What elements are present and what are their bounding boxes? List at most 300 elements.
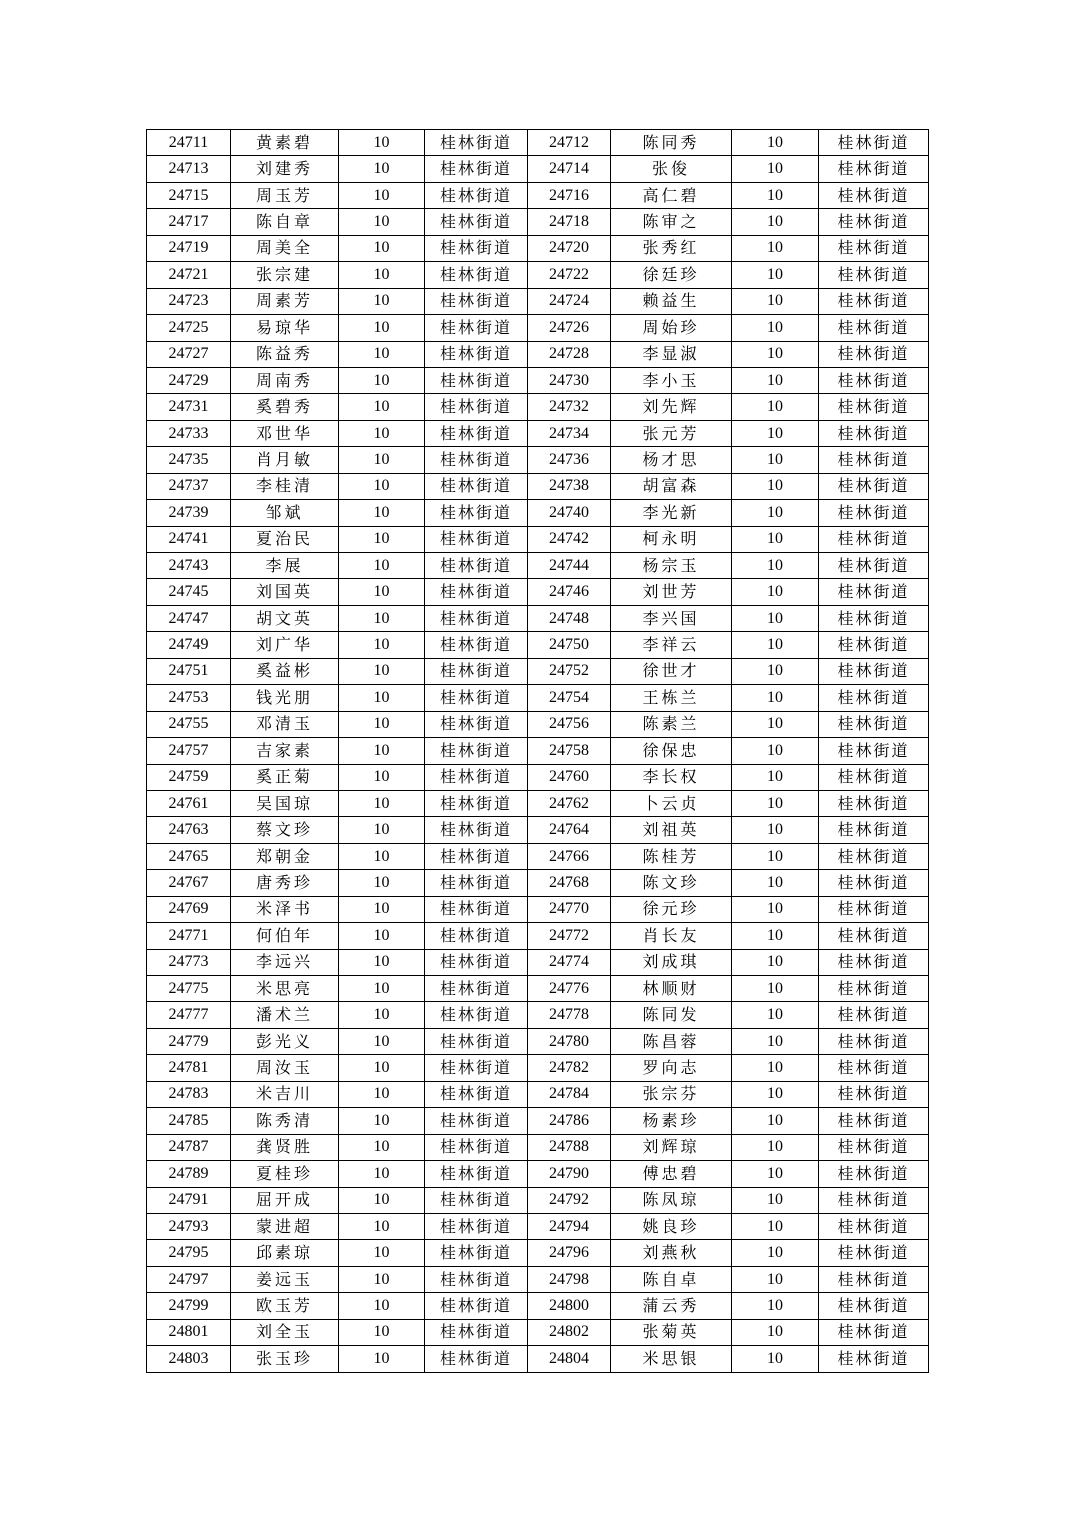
street-cell: 桂林街道 <box>425 341 528 367</box>
amount-cell: 10 <box>732 156 819 182</box>
street-cell: 桂林街道 <box>819 685 929 711</box>
street-cell: 桂林街道 <box>819 1055 929 1081</box>
street-cell: 桂林街道 <box>819 1346 929 1372</box>
name-cell: 胡文英 <box>231 605 339 631</box>
table-row <box>147 605 929 631</box>
street-cell: 桂林街道 <box>425 394 528 420</box>
serial-number-cell: 24793 <box>147 1213 231 1239</box>
serial-number-cell: 24799 <box>147 1293 231 1319</box>
table-row <box>147 1187 929 1213</box>
amount-cell: 10 <box>339 711 425 737</box>
serial-number-cell: 24779 <box>147 1028 231 1054</box>
street-cell: 桂林街道 <box>425 1187 528 1213</box>
name-cell: 蒙进超 <box>231 1213 339 1239</box>
street-cell: 桂林街道 <box>819 790 929 816</box>
amount-cell: 10 <box>732 1055 819 1081</box>
name-cell: 周南秀 <box>231 367 339 393</box>
serial-number-cell: 24713 <box>147 156 231 182</box>
amount-cell: 10 <box>732 738 819 764</box>
serial-number-cell: 24776 <box>528 976 611 1002</box>
serial-number-cell: 24744 <box>528 553 611 579</box>
street-cell: 桂林街道 <box>425 182 528 208</box>
table-row <box>147 896 929 922</box>
street-cell: 桂林街道 <box>819 500 929 526</box>
street-cell: 桂林街道 <box>425 1346 528 1372</box>
amount-cell: 10 <box>339 1213 425 1239</box>
street-cell: 桂林街道 <box>819 870 929 896</box>
street-cell: 桂林街道 <box>425 288 528 314</box>
name-cell: 高仁碧 <box>611 182 732 208</box>
name-cell: 张秀红 <box>611 235 732 261</box>
street-cell: 桂林街道 <box>425 1108 528 1134</box>
serial-number-cell: 24739 <box>147 500 231 526</box>
street-cell: 桂林街道 <box>819 235 929 261</box>
table-row <box>147 764 929 790</box>
amount-cell: 10 <box>339 394 425 420</box>
amount-cell: 10 <box>339 1187 425 1213</box>
serial-number-cell: 24770 <box>528 896 611 922</box>
serial-number-cell: 24761 <box>147 790 231 816</box>
amount-cell: 10 <box>732 341 819 367</box>
name-cell: 奚碧秀 <box>231 394 339 420</box>
table-row <box>147 1346 929 1372</box>
serial-number-cell: 24718 <box>528 209 611 235</box>
serial-number-cell: 24717 <box>147 209 231 235</box>
street-cell: 桂林街道 <box>425 738 528 764</box>
name-cell: 刘全玉 <box>231 1319 339 1345</box>
street-cell: 桂林街道 <box>425 209 528 235</box>
table-row <box>147 209 929 235</box>
street-cell: 桂林街道 <box>819 420 929 446</box>
name-cell: 屈开成 <box>231 1187 339 1213</box>
serial-number-cell: 24785 <box>147 1108 231 1134</box>
name-cell: 柯永明 <box>611 526 732 552</box>
street-cell: 桂林街道 <box>425 500 528 526</box>
name-cell: 夏桂珍 <box>231 1161 339 1187</box>
amount-cell: 10 <box>732 288 819 314</box>
street-cell: 桂林街道 <box>425 1213 528 1239</box>
street-cell: 桂林街道 <box>425 1028 528 1054</box>
amount-cell: 10 <box>339 949 425 975</box>
name-cell: 陈素兰 <box>611 711 732 737</box>
amount-cell: 10 <box>339 658 425 684</box>
amount-cell: 10 <box>732 817 819 843</box>
name-cell: 陈同秀 <box>611 130 732 156</box>
street-cell: 桂林街道 <box>819 923 929 949</box>
serial-number-cell: 24766 <box>528 843 611 869</box>
serial-number-cell: 24778 <box>528 1002 611 1028</box>
table-row <box>147 1293 929 1319</box>
name-cell: 邓世华 <box>231 420 339 446</box>
amount-cell: 10 <box>732 790 819 816</box>
street-cell: 桂林街道 <box>425 1055 528 1081</box>
name-cell: 张俊 <box>611 156 732 182</box>
table-row <box>147 262 929 288</box>
serial-number-cell: 24747 <box>147 605 231 631</box>
street-cell: 桂林街道 <box>425 156 528 182</box>
name-cell: 周玉芳 <box>231 182 339 208</box>
amount-cell: 10 <box>732 447 819 473</box>
street-cell: 桂林街道 <box>819 632 929 658</box>
amount-cell: 10 <box>339 632 425 658</box>
street-cell: 桂林街道 <box>425 315 528 341</box>
name-cell: 李光新 <box>611 500 732 526</box>
name-cell: 夏治民 <box>231 526 339 552</box>
amount-cell: 10 <box>732 658 819 684</box>
street-cell: 桂林街道 <box>425 896 528 922</box>
amount-cell: 10 <box>732 949 819 975</box>
name-cell: 奚益彬 <box>231 658 339 684</box>
name-cell: 陈自章 <box>231 209 339 235</box>
amount-cell: 10 <box>339 579 425 605</box>
amount-cell: 10 <box>339 288 425 314</box>
amount-cell: 10 <box>732 1161 819 1187</box>
serial-number-cell: 24763 <box>147 817 231 843</box>
serial-number-cell: 24731 <box>147 394 231 420</box>
amount-cell: 10 <box>339 976 425 1002</box>
amount-cell: 10 <box>339 1134 425 1160</box>
street-cell: 桂林街道 <box>819 553 929 579</box>
name-cell: 刘广华 <box>231 632 339 658</box>
serial-number-cell: 24734 <box>528 420 611 446</box>
name-cell: 张玉珍 <box>231 1346 339 1372</box>
serial-number-cell: 24738 <box>528 473 611 499</box>
name-cell: 米思银 <box>611 1346 732 1372</box>
name-cell: 米吉川 <box>231 1081 339 1107</box>
serial-number-cell: 24786 <box>528 1108 611 1134</box>
amount-cell: 10 <box>339 130 425 156</box>
name-cell: 米思亮 <box>231 976 339 1002</box>
name-cell: 周汝玉 <box>231 1055 339 1081</box>
amount-cell: 10 <box>339 262 425 288</box>
serial-number-cell: 24774 <box>528 949 611 975</box>
amount-cell: 10 <box>732 843 819 869</box>
name-cell: 赖益生 <box>611 288 732 314</box>
name-cell: 张宗芬 <box>611 1081 732 1107</box>
amount-cell: 10 <box>732 1108 819 1134</box>
name-cell: 潘术兰 <box>231 1002 339 1028</box>
serial-number-cell: 24737 <box>147 473 231 499</box>
name-cell: 刘先辉 <box>611 394 732 420</box>
name-cell: 李小玉 <box>611 367 732 393</box>
name-cell: 邓清玉 <box>231 711 339 737</box>
amount-cell: 10 <box>339 341 425 367</box>
serial-number-cell: 24722 <box>528 262 611 288</box>
name-cell: 周美全 <box>231 235 339 261</box>
name-cell: 徐元珍 <box>611 896 732 922</box>
name-cell: 杨才思 <box>611 447 732 473</box>
amount-cell: 10 <box>339 209 425 235</box>
serial-number-cell: 24791 <box>147 1187 231 1213</box>
name-cell: 李祥云 <box>611 632 732 658</box>
table-row <box>147 949 929 975</box>
street-cell: 桂林街道 <box>819 1108 929 1134</box>
serial-number-cell: 24729 <box>147 367 231 393</box>
amount-cell: 10 <box>732 711 819 737</box>
name-cell: 刘建秀 <box>231 156 339 182</box>
name-cell: 吴国琼 <box>231 790 339 816</box>
name-cell: 何伯年 <box>231 923 339 949</box>
table-row <box>147 1002 929 1028</box>
amount-cell: 10 <box>339 738 425 764</box>
street-cell: 桂林街道 <box>425 1240 528 1266</box>
amount-cell: 10 <box>732 394 819 420</box>
amount-cell: 10 <box>732 262 819 288</box>
name-cell: 陈审之 <box>611 209 732 235</box>
table-row <box>147 367 929 393</box>
amount-cell: 10 <box>339 235 425 261</box>
name-cell: 徐世才 <box>611 658 732 684</box>
street-cell: 桂林街道 <box>425 367 528 393</box>
name-cell: 李长权 <box>611 764 732 790</box>
amount-cell: 10 <box>732 209 819 235</box>
amount-cell: 10 <box>339 1055 425 1081</box>
serial-number-cell: 24794 <box>528 1213 611 1239</box>
amount-cell: 10 <box>732 1002 819 1028</box>
table-row <box>147 1134 929 1160</box>
table-row <box>147 1213 929 1239</box>
table-row <box>147 315 929 341</box>
serial-number-cell: 24790 <box>528 1161 611 1187</box>
name-cell: 钱光朋 <box>231 685 339 711</box>
street-cell: 桂林街道 <box>425 1293 528 1319</box>
amount-cell: 10 <box>732 605 819 631</box>
serial-number-cell: 24746 <box>528 579 611 605</box>
table-row <box>147 1161 929 1187</box>
serial-number-cell: 24719 <box>147 235 231 261</box>
street-cell: 桂林街道 <box>819 394 929 420</box>
serial-number-cell: 24735 <box>147 447 231 473</box>
table-row <box>147 711 929 737</box>
serial-number-cell: 24742 <box>528 526 611 552</box>
amount-cell: 10 <box>339 1161 425 1187</box>
table-row <box>147 843 929 869</box>
street-cell: 桂林街道 <box>819 1213 929 1239</box>
serial-number-cell: 24741 <box>147 526 231 552</box>
street-cell: 桂林街道 <box>819 156 929 182</box>
serial-number-cell: 24750 <box>528 632 611 658</box>
table-row <box>147 738 929 764</box>
serial-number-cell: 24788 <box>528 1134 611 1160</box>
amount-cell: 10 <box>339 182 425 208</box>
name-cell: 李显淑 <box>611 341 732 367</box>
amount-cell: 10 <box>732 1081 819 1107</box>
amount-cell: 10 <box>339 1319 425 1345</box>
table-row <box>147 447 929 473</box>
name-cell: 徐廷珍 <box>611 262 732 288</box>
name-cell: 郑朝金 <box>231 843 339 869</box>
name-cell: 黄素碧 <box>231 130 339 156</box>
name-cell: 唐秀珍 <box>231 870 339 896</box>
street-cell: 桂林街道 <box>819 130 929 156</box>
street-cell: 桂林街道 <box>425 790 528 816</box>
table-row <box>147 790 929 816</box>
table-row <box>147 579 929 605</box>
amount-cell: 10 <box>732 367 819 393</box>
street-cell: 桂林街道 <box>425 1161 528 1187</box>
name-cell: 陈昌蓉 <box>611 1028 732 1054</box>
street-cell: 桂林街道 <box>819 764 929 790</box>
amount-cell: 10 <box>732 685 819 711</box>
table-row <box>147 632 929 658</box>
street-cell: 桂林街道 <box>819 1161 929 1187</box>
amount-cell: 10 <box>732 315 819 341</box>
street-cell: 桂林街道 <box>819 976 929 1002</box>
table-row <box>147 394 929 420</box>
street-cell: 桂林街道 <box>425 949 528 975</box>
name-cell: 杨宗玉 <box>611 553 732 579</box>
street-cell: 桂林街道 <box>819 896 929 922</box>
street-cell: 桂林街道 <box>819 1240 929 1266</box>
serial-number-cell: 24782 <box>528 1055 611 1081</box>
table-row <box>147 288 929 314</box>
serial-number-cell: 24752 <box>528 658 611 684</box>
street-cell: 桂林街道 <box>819 315 929 341</box>
name-cell: 陈桂芳 <box>611 843 732 869</box>
table-row <box>147 817 929 843</box>
name-cell: 姜远玉 <box>231 1266 339 1292</box>
serial-number-cell: 24756 <box>528 711 611 737</box>
street-cell: 桂林街道 <box>425 447 528 473</box>
serial-number-cell: 24743 <box>147 553 231 579</box>
serial-number-cell: 24736 <box>528 447 611 473</box>
street-cell: 桂林街道 <box>819 1134 929 1160</box>
serial-number-cell: 24769 <box>147 896 231 922</box>
name-cell: 李远兴 <box>231 949 339 975</box>
street-cell: 桂林街道 <box>819 1293 929 1319</box>
street-cell: 桂林街道 <box>819 182 929 208</box>
name-cell: 刘辉琼 <box>611 1134 732 1160</box>
street-cell: 桂林街道 <box>819 658 929 684</box>
table-row <box>147 553 929 579</box>
amount-cell: 10 <box>339 447 425 473</box>
serial-number-cell: 24759 <box>147 764 231 790</box>
street-cell: 桂林街道 <box>819 288 929 314</box>
name-cell: 彭光义 <box>231 1028 339 1054</box>
name-cell: 陈益秀 <box>231 341 339 367</box>
street-cell: 桂林街道 <box>819 1187 929 1213</box>
table-row <box>147 870 929 896</box>
amount-cell: 10 <box>339 473 425 499</box>
name-cell: 陈凤琼 <box>611 1187 732 1213</box>
amount-cell: 10 <box>339 923 425 949</box>
serial-number-cell: 24712 <box>528 130 611 156</box>
amount-cell: 10 <box>732 1187 819 1213</box>
street-cell: 桂林街道 <box>425 870 528 896</box>
amount-cell: 10 <box>339 500 425 526</box>
street-cell: 桂林街道 <box>819 473 929 499</box>
name-cell: 吉家素 <box>231 738 339 764</box>
serial-number-cell: 24725 <box>147 315 231 341</box>
amount-cell: 10 <box>732 764 819 790</box>
serial-number-cell: 24711 <box>147 130 231 156</box>
street-cell: 桂林街道 <box>425 262 528 288</box>
serial-number-cell: 24732 <box>528 394 611 420</box>
serial-number-cell: 24775 <box>147 976 231 1002</box>
amount-cell: 10 <box>339 605 425 631</box>
amount-cell: 10 <box>339 1293 425 1319</box>
name-cell: 刘国英 <box>231 579 339 605</box>
serial-number-cell: 24796 <box>528 1240 611 1266</box>
table-row <box>147 156 929 182</box>
amount-cell: 10 <box>732 1134 819 1160</box>
street-cell: 桂林街道 <box>425 976 528 1002</box>
serial-number-cell: 24728 <box>528 341 611 367</box>
street-cell: 桂林街道 <box>819 738 929 764</box>
table-row <box>147 1108 929 1134</box>
name-cell: 刘祖英 <box>611 817 732 843</box>
street-cell: 桂林街道 <box>819 605 929 631</box>
street-cell: 桂林街道 <box>425 632 528 658</box>
amount-cell: 10 <box>339 817 425 843</box>
street-cell: 桂林街道 <box>425 923 528 949</box>
name-cell: 肖月敏 <box>231 447 339 473</box>
amount-cell: 10 <box>732 420 819 446</box>
amount-cell: 10 <box>732 500 819 526</box>
street-cell: 桂林街道 <box>819 209 929 235</box>
serial-number-cell: 24727 <box>147 341 231 367</box>
street-cell: 桂林街道 <box>819 1319 929 1345</box>
amount-cell: 10 <box>339 526 425 552</box>
name-cell: 奚正菊 <box>231 764 339 790</box>
serial-number-cell: 24800 <box>528 1293 611 1319</box>
serial-number-cell: 24755 <box>147 711 231 737</box>
amount-cell: 10 <box>732 526 819 552</box>
street-cell: 桂林街道 <box>819 1266 929 1292</box>
street-cell: 桂林街道 <box>425 658 528 684</box>
amount-cell: 10 <box>732 1346 819 1372</box>
street-cell: 桂林街道 <box>425 1002 528 1028</box>
table-row <box>147 1055 929 1081</box>
name-cell: 周始珍 <box>611 315 732 341</box>
name-cell: 邹斌 <box>231 500 339 526</box>
serial-number-cell: 24753 <box>147 685 231 711</box>
name-cell: 罗向志 <box>611 1055 732 1081</box>
table-row <box>147 420 929 446</box>
amount-cell: 10 <box>339 1240 425 1266</box>
amount-cell: 10 <box>339 1028 425 1054</box>
table-row <box>147 526 929 552</box>
serial-number-cell: 24760 <box>528 764 611 790</box>
street-cell: 桂林街道 <box>425 817 528 843</box>
street-cell: 桂林街道 <box>425 1266 528 1292</box>
amount-cell: 10 <box>732 553 819 579</box>
street-cell: 桂林街道 <box>819 262 929 288</box>
amount-cell: 10 <box>732 1028 819 1054</box>
street-cell: 桂林街道 <box>819 817 929 843</box>
serial-number-cell: 24804 <box>528 1346 611 1372</box>
name-cell: 米泽书 <box>231 896 339 922</box>
name-cell: 张宗建 <box>231 262 339 288</box>
serial-number-cell: 24798 <box>528 1266 611 1292</box>
serial-number-cell: 24781 <box>147 1055 231 1081</box>
name-cell: 蔡文珍 <box>231 817 339 843</box>
table-row <box>147 1266 929 1292</box>
serial-number-cell: 24757 <box>147 738 231 764</box>
serial-number-cell: 24784 <box>528 1081 611 1107</box>
street-cell: 桂林街道 <box>819 367 929 393</box>
street-cell: 桂林街道 <box>819 341 929 367</box>
street-cell: 桂林街道 <box>819 843 929 869</box>
name-cell: 刘成琪 <box>611 949 732 975</box>
street-cell: 桂林街道 <box>819 579 929 605</box>
name-cell: 陈秀清 <box>231 1108 339 1134</box>
name-cell: 刘燕秋 <box>611 1240 732 1266</box>
name-cell: 刘世芳 <box>611 579 732 605</box>
serial-number-cell: 24754 <box>528 685 611 711</box>
name-cell: 李兴国 <box>611 605 732 631</box>
serial-number-cell: 24720 <box>528 235 611 261</box>
